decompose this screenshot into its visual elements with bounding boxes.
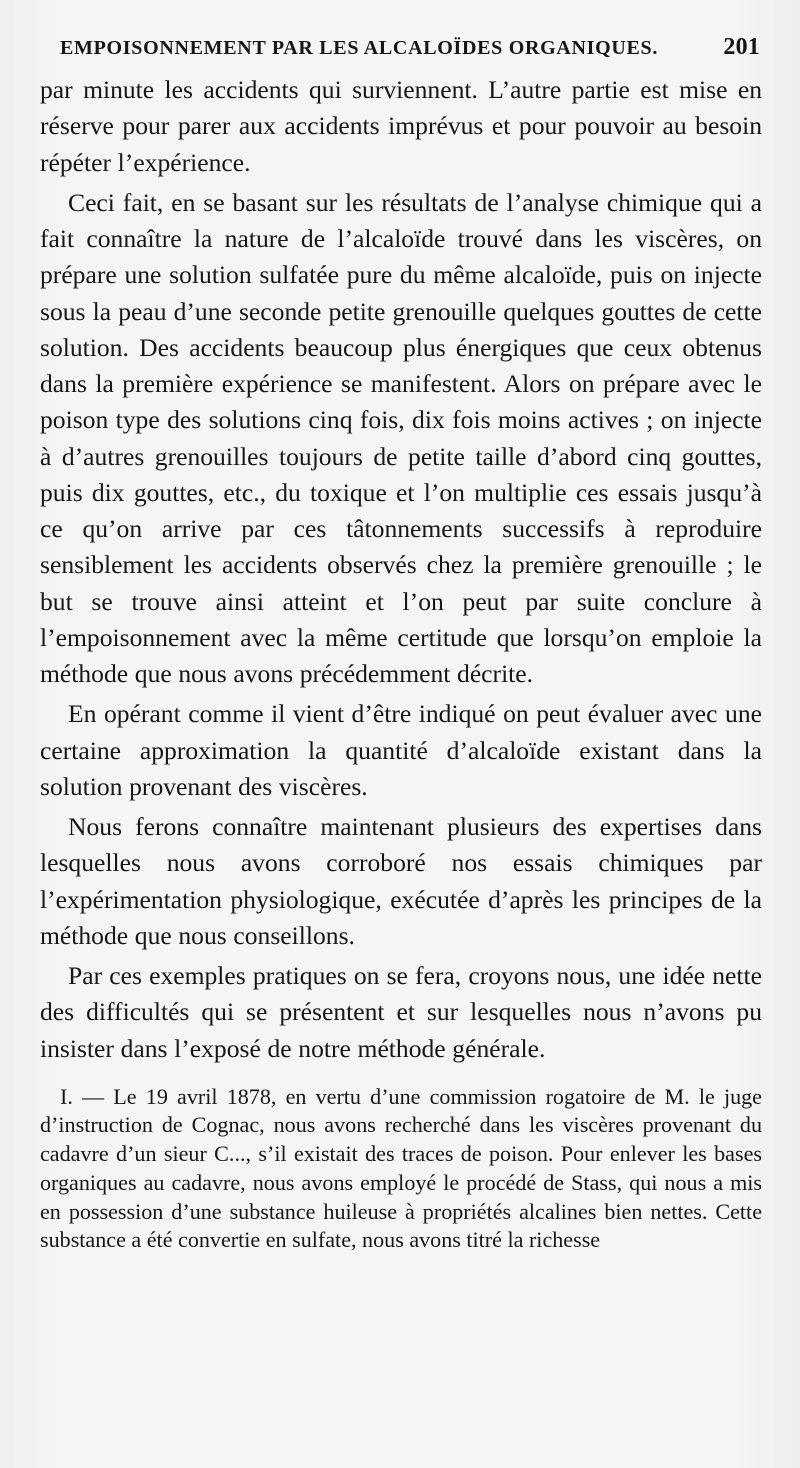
paragraph-practical-examples: Par ces exemples pratiques on se fera, croyons nous, une idée nette des difficultés qui se présentent et sur lesquelles nous n’avons pu insister dans l’exposé de notre méthode générale. <box>40 961 762 1063</box>
paragraph-expertises-intro: Nous ferons connaître maintenant plusieurs des expertises dans lesquelles nous avons corroboré nos essais chimiques par l’expérimentation physiologique, exécutée d’après les principes de la méthode que nous conseillons. <box>40 812 762 950</box>
running-title: EMPOISONNEMENT PAR LES ALCALOÏDES ORGANIQUES. <box>60 37 659 59</box>
paragraph-quantity-evaluation: En opérant comme il vient d’être indiqué on peut évaluer avec une certaine approximation la quantité d’alcaloïde existant dans la solution provenant des viscères. <box>40 699 762 801</box>
paragraph-method-description: Ceci fait, en se basant sur les résultats de l’analyse chimique qui a fait connaître la nature de l’alcaloïde trouvé dans les viscères, on prépare une solution sulfatée pure du même alcaloïde, puis on injecte sous la peau d’une seconde petite grenouille quelques gouttes de cette solution. Des accidents beaucoup plus énergiques que ceux obtenus dans la première expérience se manifestent. Alors on prépare avec le poison type des solutions cinq fois, dix fois moins actives ; on injecte à d’autres grenouilles toujours de petite taille d’abord cinq gouttes, puis dix gouttes, etc., du toxique et l’on multiplie ces essais jusqu’à ce qu’on arrive par ces tâtonnements successifs à reproduire sensiblement les accidents observés chez la première grenouille ; le but se trouve ainsi atteint et l’on peut par suite conclure à l’empoisonnement avec la même certitude que lorsqu’on emploie la méthode que nous avons précédemment décrite. <box>40 187 762 688</box>
main-text <box>40 72 762 1067</box>
page-number: 201 <box>723 34 760 60</box>
case-paragraph: I. — Le 19 avril 1878, en vertu d’une commission rogatoire de M. le juge d’instruction de Cognac, nous avons recherché dans les viscères provenant du cadavre d’un sieur C..., s’il existait des traces de poison. Pour enlever les bases organiques au cadavre, nous avons employé le procédé de Stass, qui nous a mis en possession d’une substance huileuse à propriétés alcalines bien nettes. Cette substance a été convertie en sulfate, nous avons titré la richesse <box>40 1083 762 1253</box>
paragraph-continuation: par minute les accidents qui surviennent. L’autre partie est mise en réserve pour parer aux accidents imprévus et pour pouvoir au besoin répéter l’expérience. <box>40 75 762 177</box>
page-header <box>60 34 760 72</box>
